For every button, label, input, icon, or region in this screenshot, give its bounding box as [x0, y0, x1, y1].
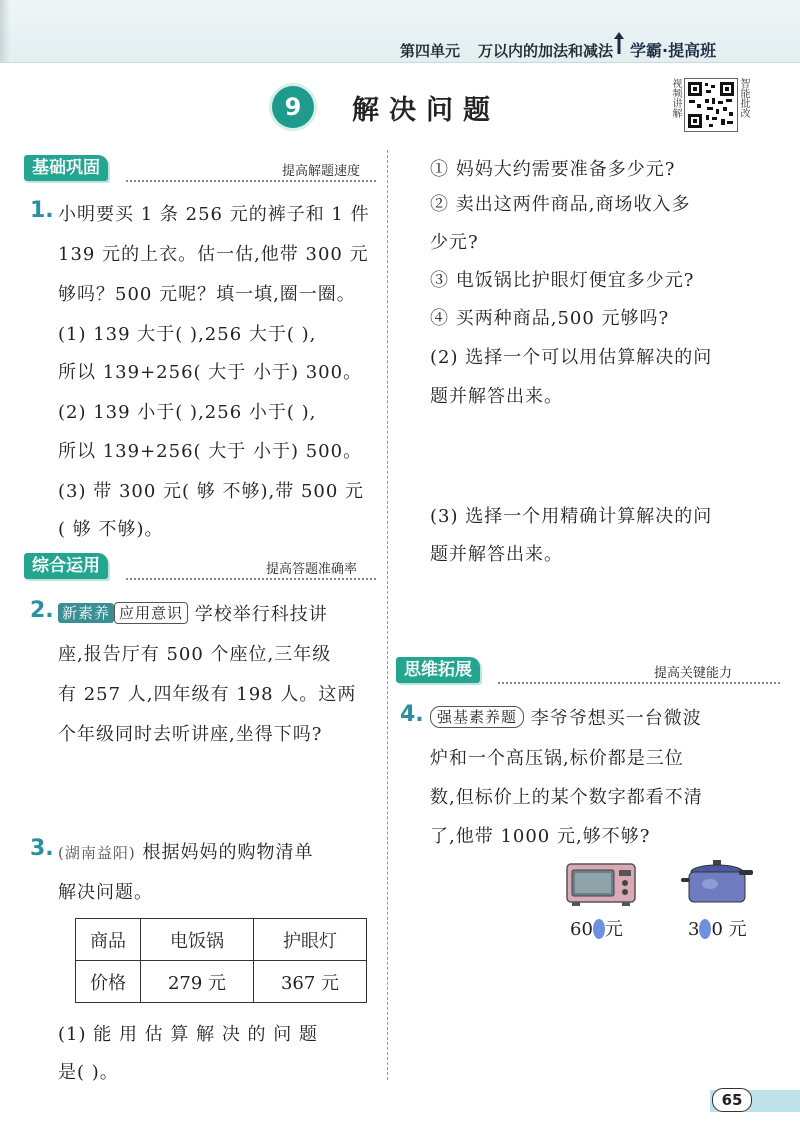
- section-comprehensive-rule: [126, 578, 376, 580]
- question-3-line: 解决问题。: [58, 882, 153, 903]
- brand-name: 学霸·提高班: [630, 41, 717, 60]
- question-3-number: 3.: [30, 836, 54, 861]
- question-3-option-cont: 少元?: [430, 232, 479, 253]
- application-awareness-tag: 应用意识: [114, 602, 188, 624]
- lesson-title: 解决问题: [352, 95, 500, 126]
- microwave-price-unit: 元: [604, 919, 623, 940]
- table-header-cell: 护眼灯: [254, 919, 367, 961]
- question-1-line: 小明要买 1 条 256 元的裤子和 1 件: [58, 204, 370, 225]
- question-1-line: 139 元的上衣。估一估,他带 300 元: [58, 244, 369, 265]
- question-3-part2-cont: 题并解答出来。: [430, 386, 563, 407]
- question-4-line: 数,但标价上的某个数字都看不清: [430, 787, 703, 808]
- question-1-line: 够吗？500 元呢？填一填,圈一圈。: [58, 284, 356, 305]
- section-thinking-subtitle: 提高关键能力: [654, 666, 733, 681]
- question-1-part1: (1) 139 大于( ),256 大于( ),: [58, 324, 317, 345]
- question-3-part3: (3) 选择一个用精确计算解决的问: [430, 506, 713, 527]
- question-4-line: 了,他带 1000 元,够不够?: [430, 826, 651, 847]
- question-1-part2-compare[interactable]: 所以 139+256( 大于 小于) 500。: [58, 441, 363, 462]
- microwave-price: [570, 915, 623, 941]
- section-comprehensive-subtitle: 提高答题准确率: [266, 562, 358, 577]
- question-3-option: ② 卖出这两件商品,商场收入多: [430, 194, 691, 215]
- question-3-option: ③ 电饭锅比护眼灯便宜多少元?: [430, 270, 695, 291]
- question-2-line: 有 257 人,四年级有 198 人。这两: [58, 684, 357, 705]
- question-3-part2: (2) 选择一个可以用估算解决的问: [430, 347, 713, 368]
- pressure-cooker-icon: [680, 858, 754, 908]
- question-2-line: 座,报告厅有 500 个座位,三年级: [58, 644, 332, 665]
- table-row: [76, 919, 367, 961]
- shopping-list-table: [75, 918, 367, 1003]
- question-3-option: ④ 买两种商品,500 元够吗?: [430, 308, 670, 329]
- table-header-cell: 电饭锅: [141, 919, 254, 961]
- question-1-part3-end[interactable]: ( 够 不够)。: [58, 519, 164, 540]
- section-basic-rule: [126, 180, 376, 182]
- table-row: [76, 961, 367, 1003]
- question-2-number: 2.: [30, 598, 54, 623]
- question-4-number: 4.: [400, 702, 424, 727]
- question-3-option: ① 妈妈大约需要准备多少元?: [430, 159, 676, 180]
- cooker-price-unit: 0 元: [711, 919, 747, 940]
- section-basic-label: 基础巩固: [24, 155, 108, 181]
- section-thinking-label: 思维拓展: [396, 657, 480, 683]
- arrow-up-icon: [612, 30, 626, 56]
- question-2-line: 个年级同时去听讲座,坐得下吗?: [58, 724, 323, 745]
- page-number: 65: [712, 1088, 752, 1112]
- question-4-line: 李爷爷想买一台微波: [530, 708, 702, 729]
- question-3-first-line: [58, 838, 313, 864]
- question-1-part3[interactable]: (3) 带 300 元( 够 不够),带 500 元: [58, 481, 365, 502]
- unit-title: [400, 40, 613, 61]
- question-3-part1: (1) 能 用 估 算 解 决 的 问 题: [58, 1024, 318, 1045]
- question-1-part1-compare[interactable]: 所以 139+256( 大于 小于) 300。: [58, 362, 363, 383]
- qr-grading-label: 智能批改: [738, 78, 749, 118]
- table-cell: 279 元: [141, 961, 254, 1003]
- question-4-first-line: [430, 704, 702, 730]
- lesson-number-badge: 9: [272, 86, 314, 128]
- question-4-line: 炉和一个高压锅,标价都是三位: [430, 748, 684, 769]
- qr-video-label: 视频讲解: [670, 78, 681, 118]
- table-cell: 367 元: [254, 961, 367, 1003]
- section-thinking-rule: [498, 682, 780, 684]
- obscured-digit: [699, 919, 711, 939]
- unit-label: 第四单元: [400, 42, 461, 60]
- question-3-line: 根据妈妈的购物清单: [142, 842, 314, 863]
- strong-foundation-tag: 强基素养题: [430, 706, 524, 728]
- table-header-cell: 商品: [76, 919, 141, 961]
- qr-code-icon[interactable]: [684, 78, 738, 132]
- header-shadow: [0, 0, 10, 62]
- section-comprehensive-label: 综合运用: [24, 553, 108, 579]
- section-basic-subtitle: 提高解题速度: [282, 164, 361, 179]
- pressure-cooker-price: [688, 915, 747, 941]
- table-cell: 价格: [76, 961, 141, 1003]
- question-3-part1-answer[interactable]: 是( )。: [58, 1062, 119, 1083]
- microwave-price-digits: 60: [570, 919, 593, 940]
- question-2-first-line: [58, 600, 328, 626]
- question-3-part3-cont: 题并解答出来。: [430, 544, 563, 565]
- question-2-line: 学校举行科技讲: [194, 604, 328, 625]
- microwave-icon: [566, 862, 636, 908]
- question-1-part2: (2) 139 小于( ),256 小于( ),: [58, 402, 317, 423]
- question-1-number: 1.: [30, 198, 54, 223]
- obscured-digit: [593, 919, 605, 939]
- unit-topic: 万以内的加法和减法: [478, 42, 614, 60]
- column-divider: [387, 150, 388, 1080]
- cooker-price-digits: 3: [688, 919, 700, 940]
- question-3-source: (湖南益阳): [58, 844, 136, 862]
- new-literacy-tag: 新素养: [58, 603, 114, 623]
